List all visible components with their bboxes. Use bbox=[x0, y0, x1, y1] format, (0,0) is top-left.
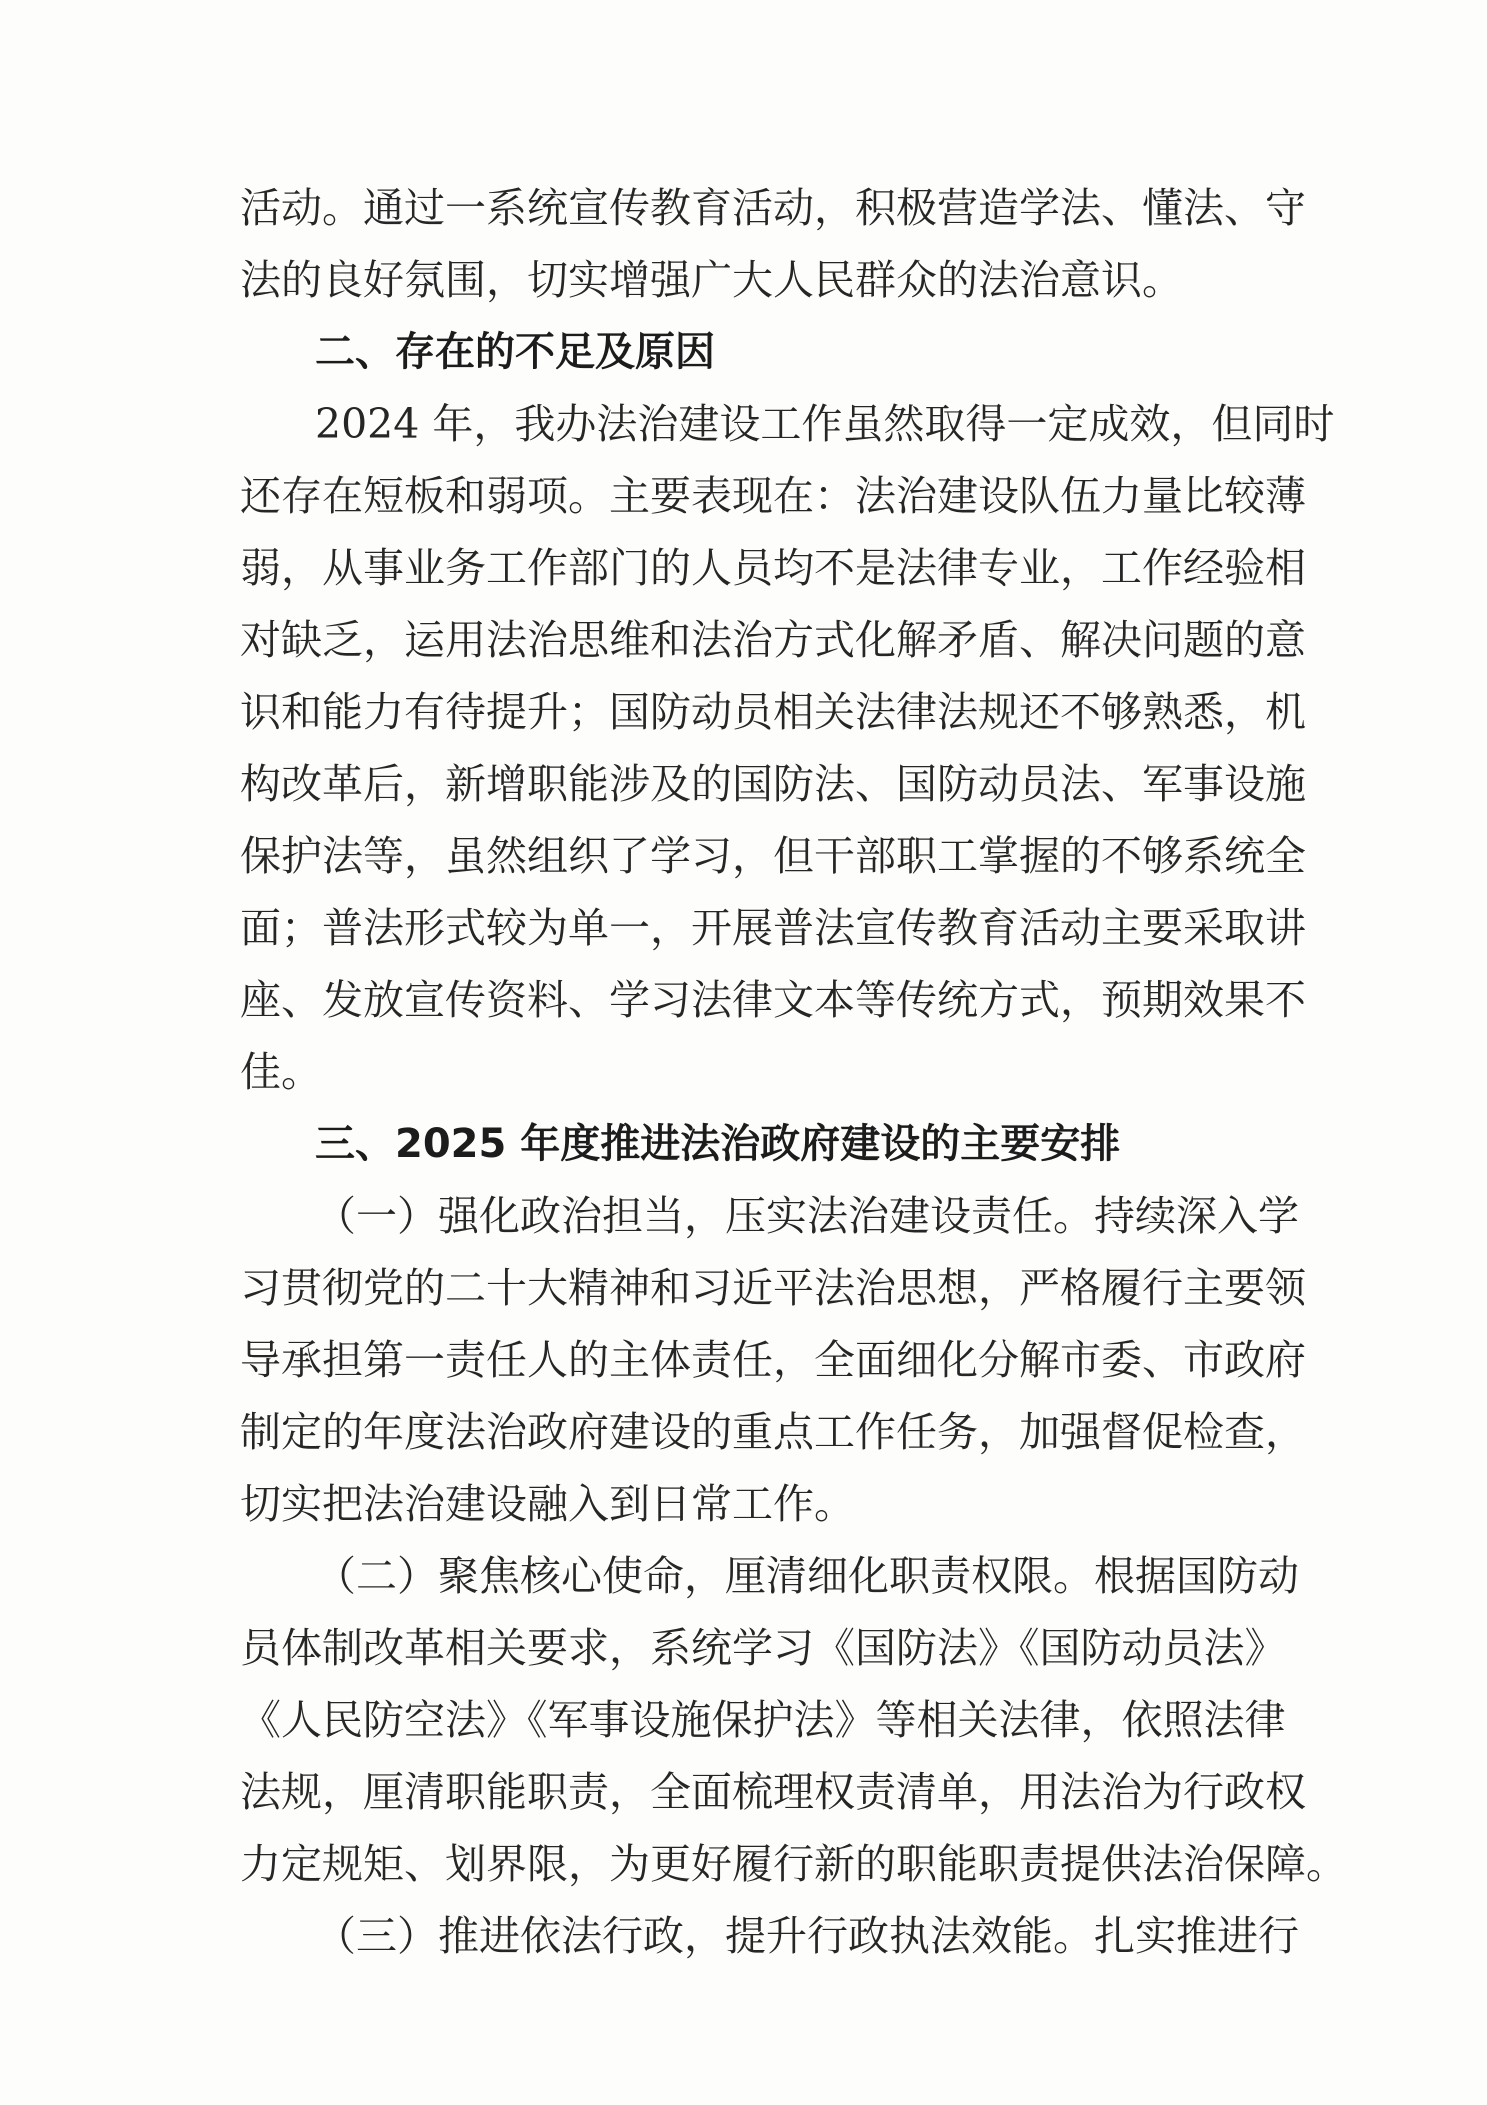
body-text-line: 识和能力有待提升；国防动员相关法律法规还不够熟悉，机 bbox=[240, 688, 1306, 736]
section-heading-2: 二、存在的不足及原因 bbox=[315, 329, 715, 375]
body-text-line: 法规，厘清职能职责，全面梳理权责清单，用法治为行政权 bbox=[240, 1768, 1306, 1816]
body-text-line: 2024 年，我办法治建设工作虽然取得一定成效，但同时 bbox=[315, 400, 1335, 448]
body-text-line: 构改革后，新增职能涉及的国防法、国防动员法、军事设施 bbox=[240, 760, 1306, 808]
section-heading-3: 三、2025 年度推进法治政府建设的主要安排 bbox=[315, 1121, 1121, 1167]
body-text-line: 弱，从事业务工作部门的人员均不是法律专业，工作经验相 bbox=[240, 544, 1306, 592]
body-text-line: 座、发放宣传资料、学习法律文本等传统方式，预期效果不 bbox=[240, 976, 1306, 1024]
body-text-line: 习贯彻党的二十大精神和习近平法治思想，严格履行主要领 bbox=[240, 1264, 1306, 1312]
body-text-line: 面；普法形式较为单一，开展普法宣传教育活动主要采取讲 bbox=[240, 904, 1306, 952]
body-text-line: 制定的年度法治政府建设的重点工作任务，加强督促检查， bbox=[240, 1408, 1306, 1456]
body-text-line: 保护法等，虽然组织了学习，但干部职工掌握的不够系统全 bbox=[240, 832, 1306, 880]
body-text-line: 活动。通过一系统宣传教育活动，积极营造学法、懂法、守 bbox=[240, 184, 1306, 232]
body-text-line: 对缺乏，运用法治思维和法治方式化解矛盾、解决问题的意 bbox=[240, 616, 1306, 664]
body-text-line: 法的良好氛围，切实增强广大人民群众的法治意识。 bbox=[240, 256, 1183, 304]
body-text-line: 力定规矩、划界限，为更好履行新的职能职责提供法治保障。 bbox=[240, 1840, 1347, 1888]
body-text-line: （三）推进依法行政，提升行政执法效能。扎实推进行 bbox=[315, 1912, 1299, 1960]
body-text-line: 导承担第一责任人的主体责任，全面细化分解市委、市政府 bbox=[240, 1336, 1306, 1384]
body-text-line: 《人民防空法》《军事设施保护法》等相关法律，依照法律 bbox=[240, 1696, 1286, 1744]
body-text-line: 佳。 bbox=[240, 1048, 322, 1096]
body-text-line: 切实把法治建设融入到日常工作。 bbox=[240, 1480, 855, 1528]
body-text-line: （二）聚焦核心使命，厘清细化职责权限。根据国防动 bbox=[315, 1552, 1299, 1600]
body-text-line: 员体制改革相关要求，系统学习《国防法》《国防动员法》 bbox=[240, 1624, 1286, 1672]
body-text-line: （一）强化政治担当，压实法治建设责任。持续深入学 bbox=[315, 1192, 1299, 1240]
body-text-line: 还存在短板和弱项。主要表现在：法治建设队伍力量比较薄 bbox=[240, 472, 1306, 520]
